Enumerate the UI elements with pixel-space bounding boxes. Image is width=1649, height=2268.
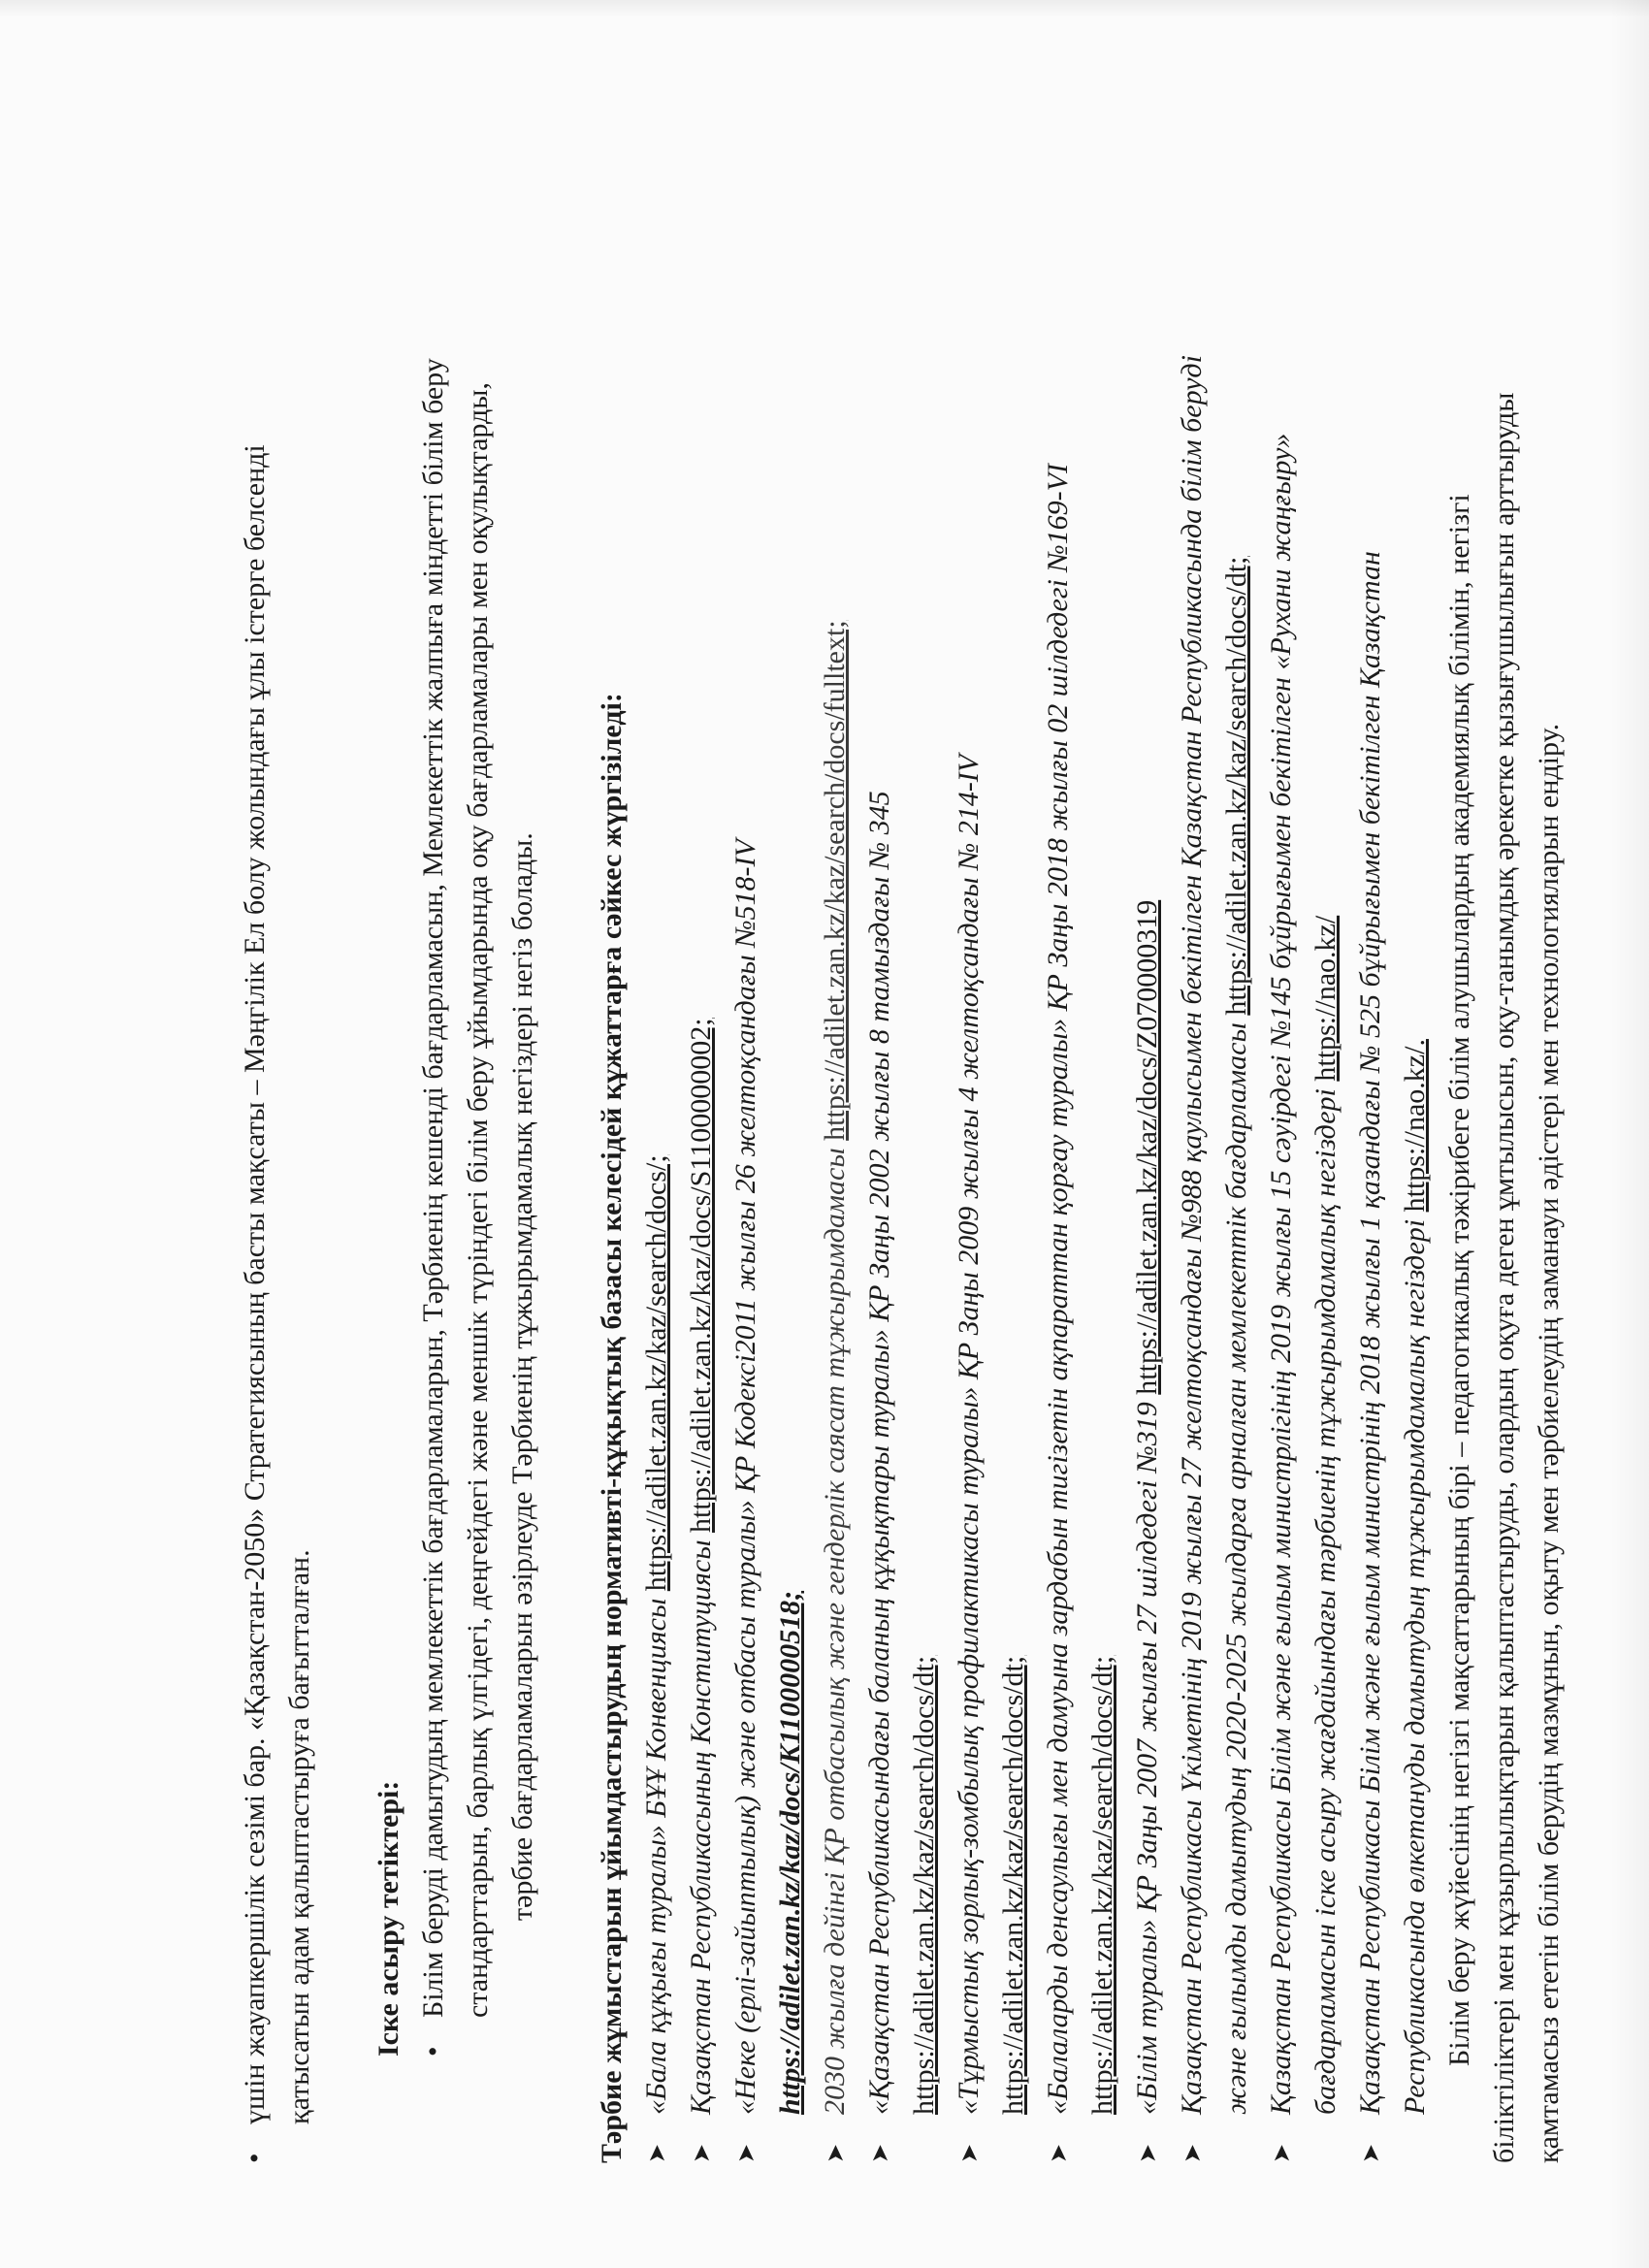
legal-item-text: Қазақстан Республикасы Үкіметінің 2019 жылғы 27 желтоқсандағы №988 қаулысымен бекітілген Қазақстан Республикасында білім беруді	[1176, 355, 1208, 2115]
legal-item-text: «Қазақстан Республикасындағы баланың құқықтары туралы» ҚР Заңы 2002 жылғы 8 тамыздағы № 345	[863, 791, 895, 2115]
legal-item-text: Қазақстан Республикасы Білім және ғылым министрінің 2018 жылғы 1 қазандағы № 525 бұйрығымен бекітілген Қазақстан	[1354, 551, 1386, 2115]
mechanisms-heading: Іске асыру тетіктері:	[372, 1780, 404, 2057]
arrow-bullet-icon: ➤	[955, 2143, 983, 2163]
legal-item-link[interactable]: https://adilet.zan.kz/kaz/docs/Z070000319	[1131, 899, 1163, 1395]
legal-item-link[interactable]: https://adilet.zan.kz/kaz/docs/K1100000518;	[774, 1590, 806, 2115]
mechanisms-text-2: стандарттарын, барлық үлгідегі, деңгейдегі және меншік түріндегі білім беру ұйымдарында оқу бағдарламалары мен оқулықтарды,	[462, 382, 494, 2018]
arrow-bullet-icon: ➤	[866, 2143, 893, 2163]
arrow-bullet-icon: ➤	[1357, 2143, 1384, 2163]
mechanisms-text-1: Білім беруді дамытудың мемлекеттік бағдарламаларын, Тәрбиенің кешенді бағдарламасын, Мемлекеттік жалпыға міндетті білім беру	[417, 358, 449, 2018]
arrow-bullet-icon: ➤	[688, 2143, 715, 2163]
bullet-icon: •	[417, 2046, 449, 2057]
legal-item-1	[634, 29, 679, 2163]
intro-bullet	[233, 29, 322, 2163]
legal-item-link[interactable]: https://adilet.zan.kz/kaz/search/docs/dt;	[908, 1655, 940, 2115]
legal-item-link[interactable]: https://adilet.zan.kz/kaz/search/docs/dt;	[1086, 1655, 1118, 2115]
arrow-bullet-icon: ➤	[1134, 2143, 1161, 2163]
final-line-3: қамтамасыз ететін білім берудің мазмұнын, оқыту мен тәрбиелеудің заманауи әдістері мен технологияларын ендіру.	[1533, 723, 1565, 2163]
legal-item-text: 2030 жылға дейінгі ҚР отбасылық және гендерлік саясат тұжырымдамасы	[819, 1140, 851, 2115]
legal-item-text: Қазақстан Республикасы Білім және ғылым министрлігінің 2019 жылғы 15 сәуірдегі №145 бұйрығымен бекітілген «Рухани жаңғыру»	[1265, 433, 1297, 2115]
legal-base-list	[634, 29, 1438, 2163]
arrow-bullet-icon: ➤	[1179, 2143, 1206, 2163]
scan-shadow-top	[0, 0, 1649, 17]
mechanisms-text-3: тәрбие бағдарламаларын әзірлеуде Тәрбиенің тұжырымдамалық негіздері негіз болады.	[506, 832, 538, 1921]
legal-item-text: Қазақстан Республикасының Конституциясы	[685, 1532, 717, 2115]
legal-item-6	[947, 29, 1036, 2163]
rotated-document-body	[233, 29, 1571, 2163]
legal-base-heading: Тәрбие жұмыстарын ұйымдастырудың нормативті-құқықтық базасы келесідей құжаттарға сәйкес жүргізіледі:	[596, 693, 628, 2163]
intro-line-1: үшін жауапкершілік сезімі бар. «Қазақстан-2050» Стратегиясының басты мақсаты – Мәңгілік Ел болу жолындағы ұлы істерге белсенді	[239, 444, 271, 2124]
arrow-bullet-icon: ➤	[1045, 2143, 1072, 2163]
legal-item-link[interactable]: https://adilet.zan.kz/kaz/search/docs/dt;	[997, 1655, 1029, 2115]
legal-item-continuation: және ғылымды дамытудың 2020-2025 жылдарға арналған мемлекеттік бағдарламасы	[1220, 1015, 1252, 2115]
legal-item-11	[1348, 29, 1438, 2163]
final-paragraph	[1438, 29, 1482, 2163]
arrow-bullet-icon: ➤	[732, 2143, 760, 2163]
legal-item-link[interactable]: https://nao.kz/	[1310, 915, 1342, 1082]
scan-shadow-right	[1610, 0, 1649, 2268]
legal-item-continuation: Республикасында өлкетануды дамытудың тұжырымдамалық негіздері	[1399, 1212, 1431, 2115]
legal-item-9	[1170, 29, 1259, 2163]
legal-item-continuation: бағдарламасын іске асыру жағдайындағы тәрбиенің тұжырымдамалық негіздері	[1310, 1081, 1342, 2115]
legal-item-4	[813, 29, 857, 2163]
legal-item-3	[724, 29, 813, 2163]
legal-item-text: «Бала құқығы туралы» БҰҰ Конвенциясы	[640, 1591, 672, 2115]
bullet-icon: •	[239, 2153, 271, 2163]
legal-item-8	[1125, 29, 1170, 2163]
legal-item-text: «Неке (ерлі-зайыптылық) және отбасы туралы» ҚР Кодексі2011 жылғы 26 желтоқсандағы №518-IV	[729, 839, 761, 2115]
legal-item-text: «Білім туралы» ҚР Заңы 2007 жылғы 27 шілдедегі №319	[1131, 1394, 1163, 2115]
arrow-bullet-icon: ➤	[1268, 2143, 1295, 2163]
legal-item-link[interactable]: https://adilet.zan.kz/kaz/search/docs/fulltext;	[819, 620, 851, 1141]
legal-item-7	[1036, 29, 1125, 2163]
legal-item-link[interactable]: https://adilet.zan.kz/kaz/search/docs/dt;	[1220, 556, 1252, 1016]
legal-item-link[interactable]: https://adilet.zan.kz/kaz/search/docs/;	[640, 1154, 672, 1592]
legal-item-2	[679, 29, 724, 2163]
intro-line-2: қатысатын адам қалыптастыруға бағытталған.	[283, 1549, 315, 2124]
legal-item-text: «Тұрмыстық зорлық-зомбылық профилактикасы туралы» ҚР Заңы 2009 жылғы 4 желтоқсандағы № 214-IV	[953, 754, 985, 2115]
arrow-bullet-icon: ➤	[643, 2143, 670, 2163]
legal-item-link[interactable]: https://nao.kz/.	[1399, 1039, 1431, 1213]
final-line-1: Білім беру жүйесінің негізгі мақсаттарының бірі – педагогикалық тәжірибеге білім алушылардың академиялық білімін, негізгі	[1443, 494, 1475, 2066]
legal-item-10	[1259, 29, 1348, 2163]
legal-item-link[interactable]: https://adilet.zan.kz/kaz/docs/S1100000002;	[685, 1018, 717, 1533]
mechanisms-bullet	[411, 29, 545, 2057]
final-line-2: біліктіліктері мен құзырлылықтарын қалыптастыруды, олардың оқуға деген ұмтылысын, оқу-танымдық әрекетке қызығушылығын арттыруды	[1488, 392, 1520, 2163]
legal-item-text: «Балаларды денсаулығы мен дамуына зардабын тигізетін ақпараттан қорғау туралы» ҚР Заңы 2018 жылғы 02 шілдедегі №169-VI	[1042, 464, 1074, 2115]
arrow-bullet-icon: ➤	[822, 2143, 849, 2163]
legal-item-5	[857, 29, 947, 2163]
